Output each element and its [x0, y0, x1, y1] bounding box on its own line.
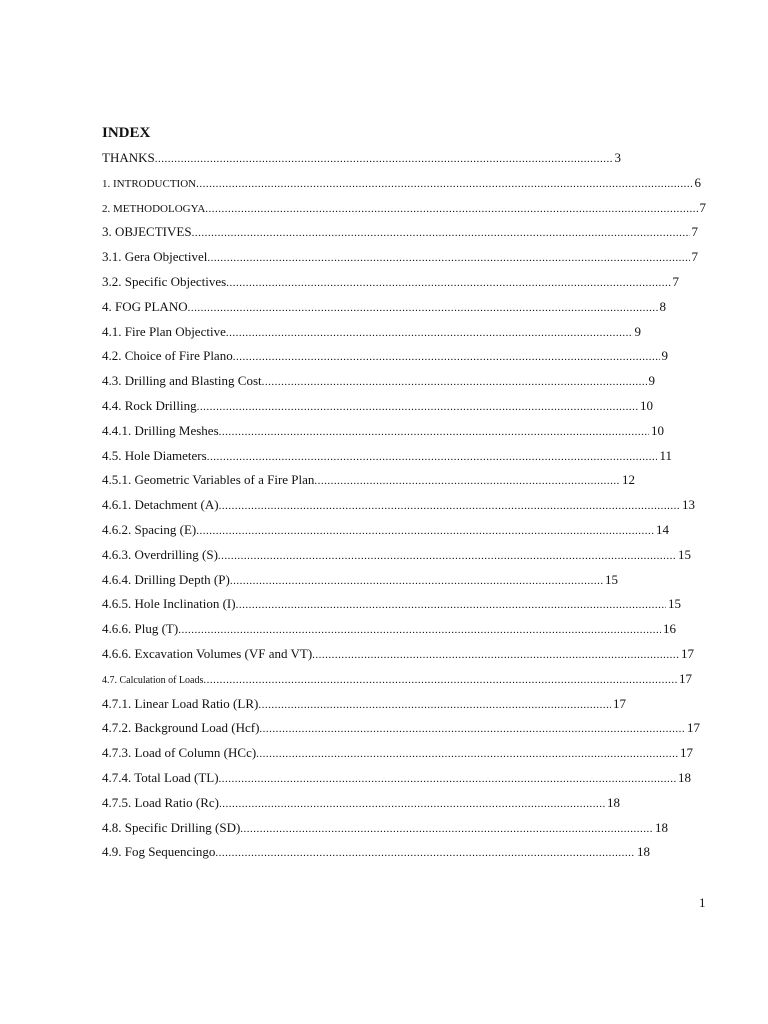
toc-leader-dots [178, 618, 661, 643]
toc-entry-label: 4.6.6. Plug (T) [102, 621, 179, 637]
toc-entry-page-number: 9 [634, 323, 641, 339]
toc-leader-dots [205, 197, 697, 222]
toc-entry [102, 320, 722, 345]
toc-entry-label: THANKS [102, 150, 155, 165]
toc-entry-page-number: 13 [682, 497, 695, 513]
toc-entry-page-number: 18 [607, 794, 620, 810]
toc-entry-page-number: 10 [640, 397, 653, 413]
toc-leader-dots [233, 345, 660, 370]
toc-entry-page-number: 15 [668, 596, 681, 612]
toc-entry [102, 617, 722, 642]
toc-entry-label: 4.1. Fire Plan Objective [102, 323, 226, 339]
toc-entry [102, 394, 722, 419]
toc-entry-page-number: 7 [691, 249, 698, 265]
toc-leader-dots [312, 643, 679, 668]
toc-entry-label: 4.6.4. Drilling Depth (P) [102, 571, 230, 587]
toc-entry-label: 3.1. Gera Objectivel [102, 249, 208, 265]
toc-entry [102, 692, 722, 717]
toc-leader-dots [226, 321, 633, 346]
toc-entry-label: 4.7.2. Background Load (Hcf) [102, 720, 260, 736]
toc-leader-dots [207, 246, 689, 271]
toc-entry-label: 1. INTRODUCTION [102, 177, 197, 190]
toc-leader-dots [230, 569, 603, 594]
toc-entry [102, 468, 722, 493]
toc-entry-label: 4.9. Fog Sequencingo [102, 844, 216, 860]
toc-entry-label: 4.7.5. Load Ratio (Rc) [102, 794, 219, 810]
toc-entry [102, 419, 722, 444]
toc-leader-dots [219, 494, 680, 519]
toc-entry [102, 369, 722, 394]
toc-entry-label: 4.5. Hole Diameters [102, 447, 207, 463]
toc-entry-page-number: 7 [672, 273, 679, 289]
toc-entry-label: 4.5.1. Geometric Variables of a Fire Plan [102, 472, 315, 488]
toc-leader-dots [240, 817, 653, 842]
toc-leader-dots [262, 370, 647, 395]
toc-entry [102, 493, 722, 518]
toc-entry-label: 4.6.3. Overdrilling (S) [102, 546, 218, 562]
toc-entry-page-number: 9 [661, 348, 668, 364]
toc-entry-label: 4. FOG PLANO [102, 298, 188, 314]
toc-leader-dots [256, 742, 678, 767]
toc-leader-dots [188, 296, 658, 321]
toc-entry-page-number: 8 [659, 298, 666, 314]
toc-entry-page-number: 17 [680, 745, 693, 761]
toc-entry-page-number: 17 [613, 695, 626, 711]
toc-entry-page-number: 17 [679, 670, 692, 686]
toc-leader-dots [218, 544, 676, 569]
toc-entry-page-number: 10 [651, 422, 664, 438]
toc-entry [102, 592, 722, 617]
toc-entry-label: 4.8. Specific Drilling (SD) [102, 819, 241, 835]
toc-leader-dots [192, 221, 690, 246]
toc-entry-label: 2. METHODOLOGYA [102, 202, 206, 215]
toc-entry-label: 4.7.1. Linear Load Ratio (LR) [102, 695, 259, 711]
toc-entry-page-number: 3 [614, 150, 621, 165]
toc-entry-page-number: 12 [622, 472, 635, 488]
toc-leader-dots [219, 767, 676, 792]
toc-entry [102, 146, 722, 171]
toc-leader-dots [226, 271, 670, 296]
toc-entry [102, 220, 722, 245]
toc-leader-dots [258, 693, 611, 718]
toc-leader-dots [196, 172, 692, 197]
toc-entry [102, 245, 722, 270]
toc-entry-page-number: 18 [678, 769, 691, 785]
toc-entry-page-number: 11 [659, 447, 672, 463]
toc-entry-page-number: 7 [691, 224, 698, 240]
toc-entry [102, 444, 722, 469]
toc-entry [102, 791, 722, 816]
toc-entry-page-number: 16 [663, 621, 676, 637]
table-of-contents [102, 146, 722, 865]
toc-entry-page-number: 18 [637, 844, 650, 860]
toc-entry-label: 4.6.2. Spacing (E) [102, 521, 197, 537]
toc-leader-dots [215, 841, 635, 866]
toc-leader-dots [207, 445, 658, 470]
toc-leader-dots [219, 420, 649, 445]
toc-entry-page-number: 17 [681, 645, 694, 661]
toc-entry [102, 270, 722, 295]
toc-leader-dots [196, 519, 654, 544]
toc-leader-dots [155, 147, 613, 172]
toc-entry-label: 4.7. Calculation of Loads [102, 674, 204, 686]
toc-entry [102, 716, 722, 741]
toc-entry-page-number: 18 [655, 819, 668, 835]
toc-entry [102, 568, 722, 593]
toc-entry [102, 816, 722, 841]
toc-entry [102, 171, 722, 196]
toc-entry [102, 518, 722, 543]
toc-entry-page-number: 15 [678, 546, 691, 562]
page-number: 1 [699, 895, 706, 910]
toc-entry-label: 4.4. Rock Drilling [102, 397, 197, 413]
toc-entry-label: 4.3. Drilling and Blasting Cost [102, 373, 262, 389]
toc-entry-page-number: 9 [648, 373, 655, 389]
toc-leader-dots [203, 668, 677, 693]
toc-entry-page-number: 15 [605, 571, 618, 587]
toc-leader-dots [236, 593, 666, 618]
toc-leader-dots [314, 469, 620, 494]
toc-entry [102, 543, 722, 568]
toc-entry-label: 4.7.3. Load of Column (HCc) [102, 745, 257, 761]
toc-entry-label: 4.6.1. Detachment (A) [102, 497, 219, 513]
toc-leader-dots [219, 792, 605, 817]
toc-entry [102, 741, 722, 766]
toc-entry-page-number: 14 [656, 521, 669, 537]
toc-leader-dots [197, 395, 638, 420]
toc-entry-page-number: 6 [694, 174, 701, 190]
toc-entry-page-number: 7 [699, 199, 706, 215]
toc-entry [102, 642, 722, 667]
toc-entry [102, 840, 722, 865]
toc-entry-label: 4.6.5. Hole Inclination (I) [102, 596, 236, 612]
toc-entry [102, 766, 722, 791]
toc-entry-label: 3.2. Specific Objectives [102, 273, 227, 289]
toc-entry [102, 196, 722, 221]
toc-entry [102, 667, 722, 692]
toc-entry [102, 344, 722, 369]
toc-entry-label: 4.7.4. Total Load (TL) [102, 769, 219, 785]
toc-leader-dots [259, 717, 685, 742]
toc-entry [102, 295, 722, 320]
toc-entry-page-number: 17 [687, 720, 700, 736]
toc-entry-label: 3. OBJECTIVES [102, 224, 192, 240]
index-title: INDEX [102, 125, 151, 141]
toc-entry-label: 4.6.6. Excavation Volumes (VF and VT) [102, 645, 313, 661]
toc-entry-label: 4.2. Choice of Fire Plano [102, 348, 233, 364]
toc-entry-label: 4.4.1. Drilling Meshes [102, 422, 219, 438]
